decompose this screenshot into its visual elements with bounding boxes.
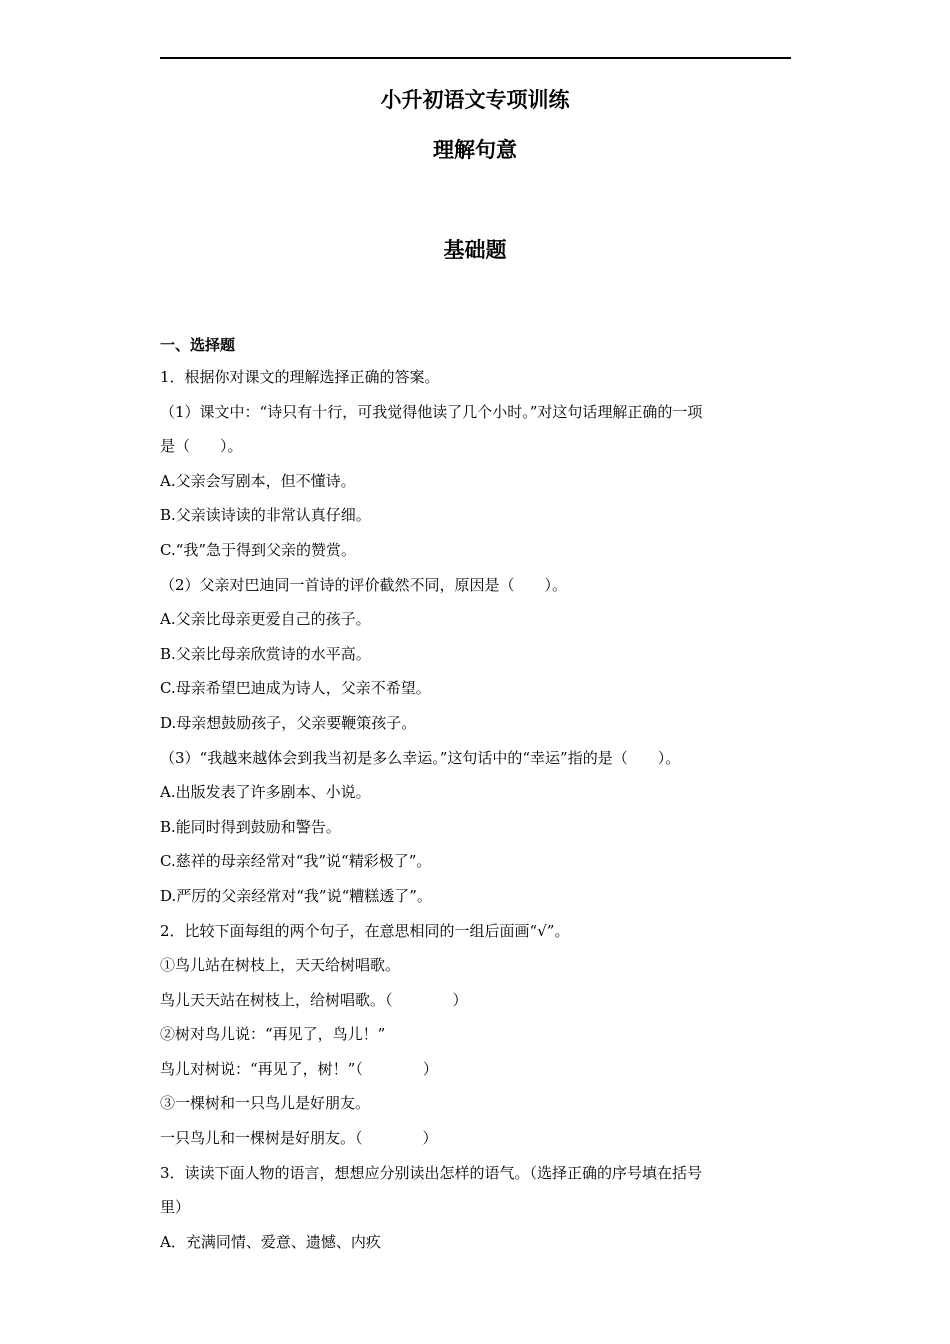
document-title: 小升初语文专项训练 xyxy=(380,88,570,112)
option-line: D.母亲想鼓励孩子，父亲要鞭策孩子。 xyxy=(160,713,417,732)
option-line: B.能同时得到鼓励和警告。 xyxy=(160,817,341,836)
option-line: C.母亲希望巴迪成为诗人，父亲不希望。 xyxy=(160,679,431,698)
option-line: C.“我”急于得到父亲的赞赏。 xyxy=(160,540,357,559)
question-2-stem: 2．比较下面每组的两个句子，在意思相同的一组后面画“√”。 xyxy=(160,921,570,940)
document-subtitle: 理解句意 xyxy=(433,138,517,162)
question-1-part-1-stem-cont: 是（ ）。 xyxy=(160,437,243,456)
question-3-stem-cont: 里） xyxy=(160,1198,191,1217)
question-1-part-1-stem: （1）课文中：“诗只有十行，可我觉得他读了几个小时。”对这句话理解正确的一项 xyxy=(160,402,703,421)
sentence-line: ②树对鸟儿说：“再见了，鸟儿！” xyxy=(160,1025,386,1044)
option-line: B.父亲读诗读的非常认真仔细。 xyxy=(160,506,371,525)
section-heading: 一、选择题 xyxy=(160,336,236,354)
question-1-part-3-stem: （3）“我越来越体会到我当初是多么幸运。”这句话中的“幸运”指的是（ ）。 xyxy=(160,748,681,767)
option-line: A.父亲比母亲更爱自己的孩子。 xyxy=(160,610,371,629)
sentence-line: 鸟儿对树说：“再见了，树！”（ ） xyxy=(160,1059,438,1078)
header-rule xyxy=(160,57,791,59)
option-line: D.严厉的父亲经常对“我”说“糟糕透了”。 xyxy=(160,886,432,905)
sentence-line: ①鸟儿站在树枝上，天天给树唱歌。 xyxy=(160,956,401,975)
question-1-stem: 1．根据你对课文的理解选择正确的答案。 xyxy=(160,368,440,386)
sentence-line: 鸟儿天天站在树枝上，给树唱歌。（ ） xyxy=(160,990,468,1009)
sentence-line: 一只鸟儿和一棵树是好朋友。（ ） xyxy=(160,1129,438,1148)
question-3-stem: 3．读读下面人物的语言，想想应分别读出怎样的语气。（选择正确的序号填在括号 xyxy=(160,1163,703,1182)
option-line: A．充满同情、爱意、遗憾、内疚 xyxy=(160,1232,381,1251)
question-body xyxy=(160,330,795,1259)
option-line: A.父亲会写剧本，但不懂诗。 xyxy=(160,471,356,490)
option-line: C.慈祥的母亲经常对“我”说“精彩极了”。 xyxy=(160,852,432,871)
difficulty-heading: 基础题 xyxy=(443,238,507,262)
sentence-line: ③一棵树和一只鸟儿是好朋友。 xyxy=(160,1094,371,1113)
option-line: B.父亲比母亲欣赏诗的水平高。 xyxy=(160,644,371,663)
question-1-part-2-stem: （2）父亲对巴迪同一首诗的评价截然不同，原因是（ ）。 xyxy=(160,575,568,594)
option-line: A.出版发表了许多剧本、小说。 xyxy=(160,783,371,802)
